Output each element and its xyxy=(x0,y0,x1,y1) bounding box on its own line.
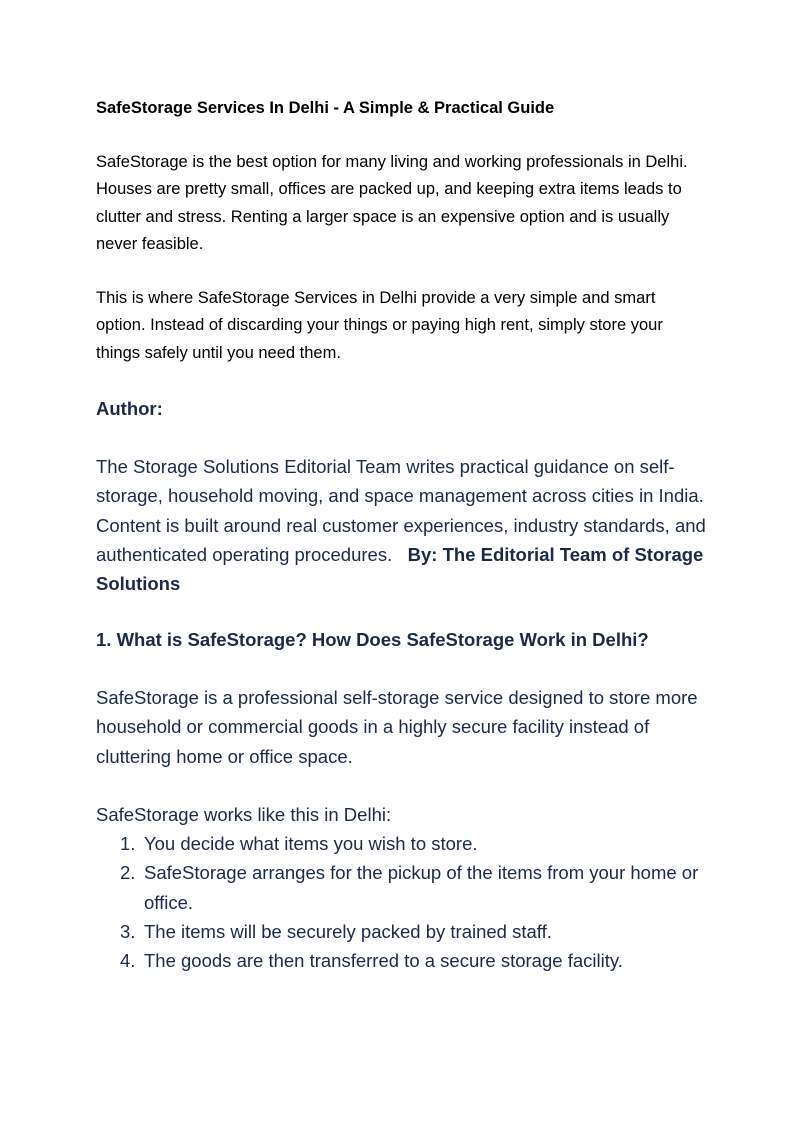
section-heading: 1. What is SafeStorage? How Does SafeStorage Work in Delhi? xyxy=(96,629,649,650)
document-title: SafeStorage Services In Delhi - A Simple & Practical Guide xyxy=(96,99,555,117)
list-item-text: The goods are then transferred to a secure storage facility. xyxy=(144,950,623,972)
steps-intro: SafeStorage works like this in Delhi: xyxy=(96,804,392,825)
section-paragraph: SafeStorage is a professional self-storage service designed to store more household or commercial goods in a highly secure facility instead of cluttering home or office space. xyxy=(96,687,698,767)
list-item-text: The items will be securely packed by trained staff. xyxy=(144,920,552,942)
intro-paragraph: SafeStorage is the best option for many living and working professionals in Delhi. Houses are pretty small, offices are packed up, and keeping extra items leads to clutter and stress. Renting a larger space is an expensive option and is usually never feasible. xyxy=(96,153,688,253)
list-item-number: 3. xyxy=(120,920,136,942)
steps-list xyxy=(96,829,708,975)
author-heading: Author: xyxy=(96,398,163,419)
list-item xyxy=(96,917,708,946)
author-bio-text: The Storage Solutions Editorial Team writes practical guidance on self-storage, household moving, and space management across cities in India. Content is built around real customer experiences, industry standards, and authenticated operating procedures. xyxy=(96,456,706,565)
list-item xyxy=(96,829,708,858)
author-byline: By: The Editorial Team of Storage Solutions xyxy=(96,543,704,595)
intro-paragraph: This is where SafeStorage Services in Delhi provide a very simple and smart option. Instead of discarding your things or paying high rent, simply store your things safely until you need them. xyxy=(96,289,663,362)
author-bio xyxy=(96,452,708,598)
list-item xyxy=(96,858,708,917)
list-item-number: 4. xyxy=(120,950,136,972)
list-item-text: You decide what items you wish to store. xyxy=(144,833,478,854)
list-item-number: 1. xyxy=(120,833,136,854)
list-item xyxy=(96,946,708,975)
list-item-number: 2. xyxy=(120,862,136,884)
list-item-text: SafeStorage arranges for the pickup of the items from your home or office. xyxy=(144,862,699,913)
